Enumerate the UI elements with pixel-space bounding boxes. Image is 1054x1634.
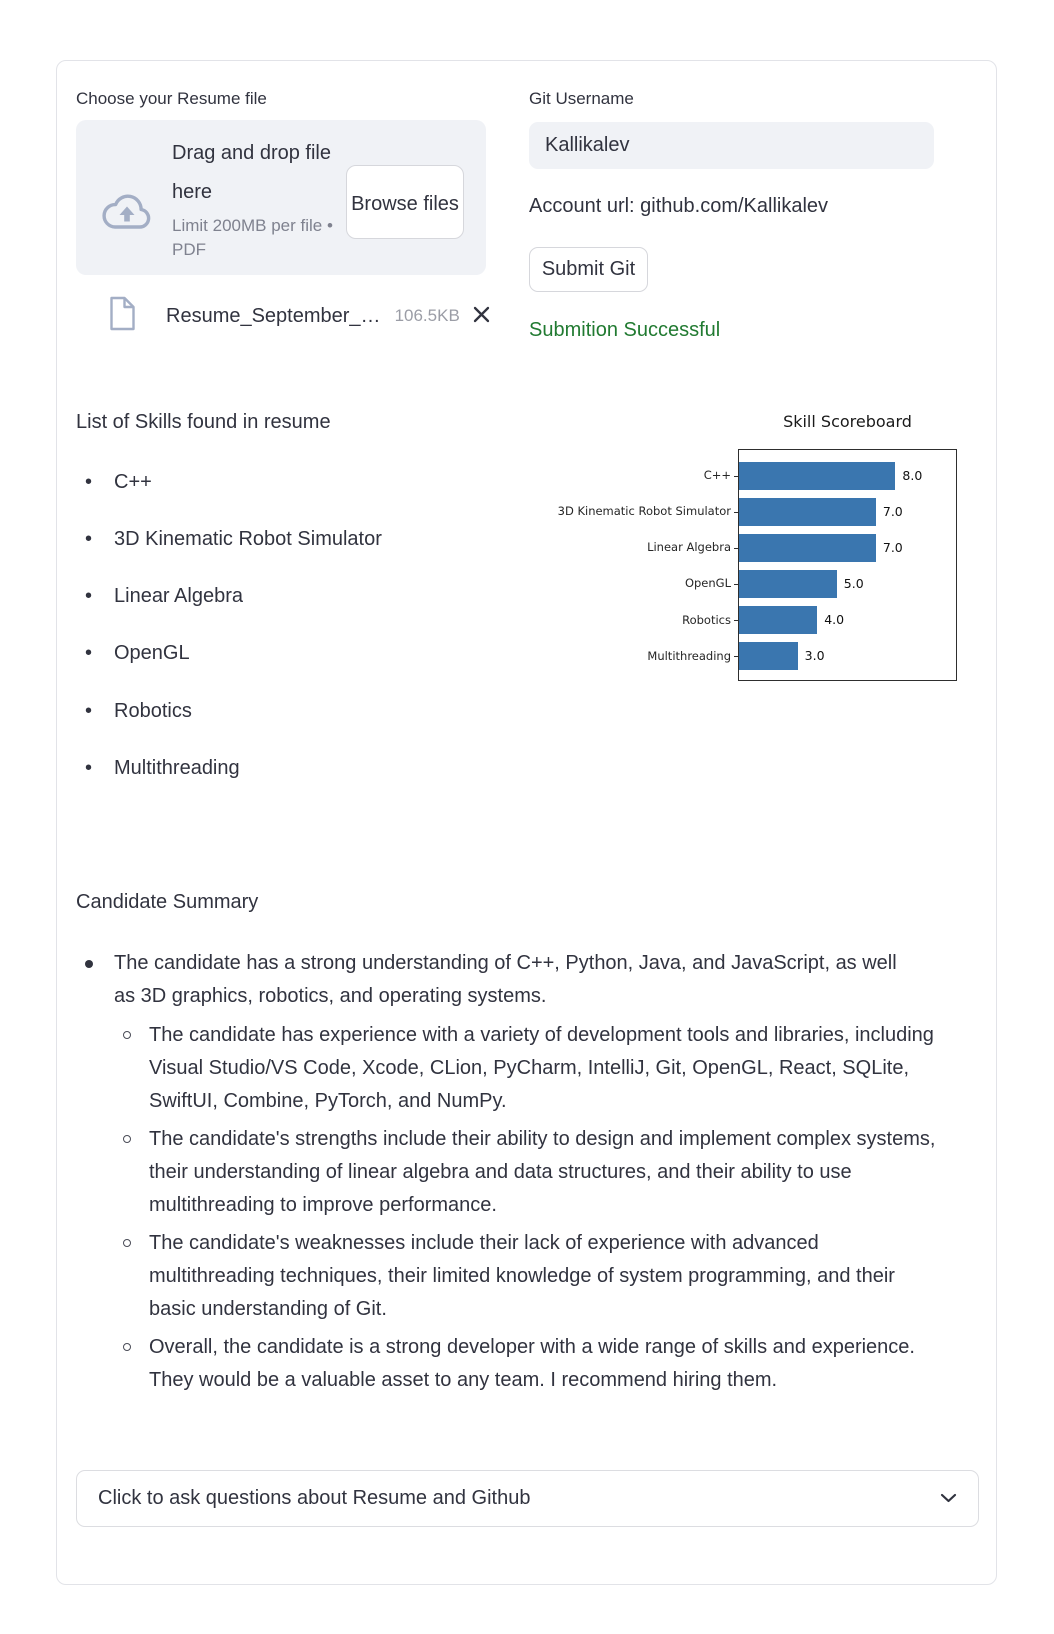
submit-git-button[interactable]: Submit Git (529, 247, 648, 292)
chart-bar (739, 570, 837, 598)
chart-bar (739, 606, 817, 634)
skills-heading: List of Skills found in resume (76, 411, 331, 433)
chart-value-label: 3.0 (804, 648, 825, 664)
skill-label: C++ (114, 470, 152, 493)
circle-bullet-icon (123, 1031, 131, 1039)
chart-ytick (734, 584, 738, 585)
bullet-icon (85, 960, 93, 968)
bullet-icon: • (85, 757, 93, 779)
skill-list-item (76, 467, 152, 497)
git-username-label: Git Username (529, 89, 634, 108)
summary-sub-bullet (121, 1227, 939, 1326)
circle-bullet-icon (123, 1239, 131, 1247)
skill-label: 3D Kinematic Robot Simulator (114, 527, 382, 550)
chart-value-label: 5.0 (843, 575, 864, 591)
chart-title: Skill Scoreboard (783, 412, 912, 431)
chart-ytick-label: 3D Kinematic Robot Simulator (557, 504, 731, 519)
expander-label: Click to ask questions about Resume and Github (98, 1487, 531, 1509)
remove-file-button[interactable] (469, 303, 495, 329)
bullet-icon: • (85, 699, 93, 722)
candidate-summary-heading: Candidate Summary (76, 891, 259, 913)
summary-sub-bullet (121, 1019, 939, 1118)
chart-ytick-label: Multithreading (647, 648, 731, 663)
circle-bullet-icon (123, 1343, 131, 1351)
chart-ytick-label: Linear Algebra (647, 540, 731, 555)
bullet-icon: • (85, 642, 93, 665)
chart-ytick (734, 548, 738, 549)
summary-main-bullet: The candidate has a strong understanding of C++, Python, Java, and JavaScript, as well as 3D graphics, robotics, and operating systems. (114, 952, 897, 1007)
browse-files-button[interactable]: Browse files (346, 165, 464, 239)
chart-value-label: 7.0 (882, 503, 903, 519)
chart-bar (739, 534, 876, 562)
chart-bar (739, 498, 876, 526)
file-dropzone[interactable] (76, 120, 486, 275)
summary-sub-bullet (121, 1331, 939, 1397)
skill-list-item (76, 696, 192, 726)
skill-label: Robotics (114, 699, 192, 722)
summary-sub-bullet-text: Overall, the candidate is a strong developer with a wide range of skills and experience. They would be a valuable asset to any team. I recommend hiring them. (149, 1336, 915, 1391)
chart-ytick (734, 620, 738, 621)
skill-list-item (76, 754, 240, 784)
skill-list-item (76, 639, 190, 669)
skill-label: Multithreading (114, 757, 240, 779)
account-url-text: Account url: github.com/Kallikalev (529, 195, 829, 217)
bullet-icon: • (85, 585, 93, 608)
chevron-down-icon (940, 1490, 957, 1508)
chart-ytick (734, 512, 738, 513)
submission-status-text: Submition Successful (529, 319, 721, 341)
chart-ytick (734, 656, 738, 657)
chart-value-label: 7.0 (882, 539, 903, 555)
bullet-icon: • (85, 527, 93, 550)
dropzone-limit-hint: Limit 200MB per file • PDF (172, 216, 333, 259)
skill-list-item (76, 582, 243, 612)
chart-ytick-label: OpenGL (684, 576, 731, 591)
chart-bar (739, 462, 895, 490)
uploaded-file-size: 106.5KB (394, 306, 460, 325)
dropzone-instructions: Drag and drop file here (172, 142, 331, 203)
circle-bullet-icon (123, 1135, 131, 1143)
chart-ytick (734, 476, 738, 477)
chart-value-label: 8.0 (902, 467, 923, 483)
uploaded-file-row (109, 297, 495, 335)
summary-sub-bullet-text: The candidate's strengths include their ability to design and implement complex systems, their understanding of linear algebra and data structures, and their ability to use multithreading to improve performance. (149, 1128, 936, 1216)
resume-uploader-label: Choose your Resume file (76, 89, 267, 108)
cloud-upload-icon (102, 192, 152, 239)
skill-label: Linear Algebra (114, 585, 243, 608)
summary-sub-bullet-text: The candidate has experience with a variety of development tools and libraries, including Visual Studio/VS Code, Xcode, CLion, PyCharm, IntelliJ, Git, OpenGL, React, SQLite, SwiftUI, Combine, PyTorch, and NumPy. (149, 1024, 934, 1112)
chart-ytick-label: Robotics (682, 612, 731, 627)
git-username-input[interactable] (529, 122, 934, 169)
app-card (56, 60, 997, 1585)
chart-value-label: 4.0 (824, 612, 845, 628)
summary-sub-bullet (121, 1123, 939, 1222)
skill-label: OpenGL (114, 642, 190, 665)
chart-ytick-label: C++ (703, 468, 731, 482)
skill-scoreboard-chart (511, 406, 986, 696)
bullet-icon: • (85, 470, 93, 493)
questions-expander[interactable] (76, 1470, 979, 1527)
skill-list-item (76, 524, 382, 554)
summary-sub-list (121, 1019, 939, 1402)
document-icon (109, 296, 136, 336)
summary-sub-bullet-text: The candidate's weaknesses include their lack of experience with advanced multithreading techniques, their limited knowledge of system programming, and their basic understanding of Git. (149, 1232, 895, 1320)
uploaded-file-name: Resume_September_… (166, 304, 381, 327)
chart-bar (739, 642, 798, 670)
close-icon (473, 306, 490, 326)
